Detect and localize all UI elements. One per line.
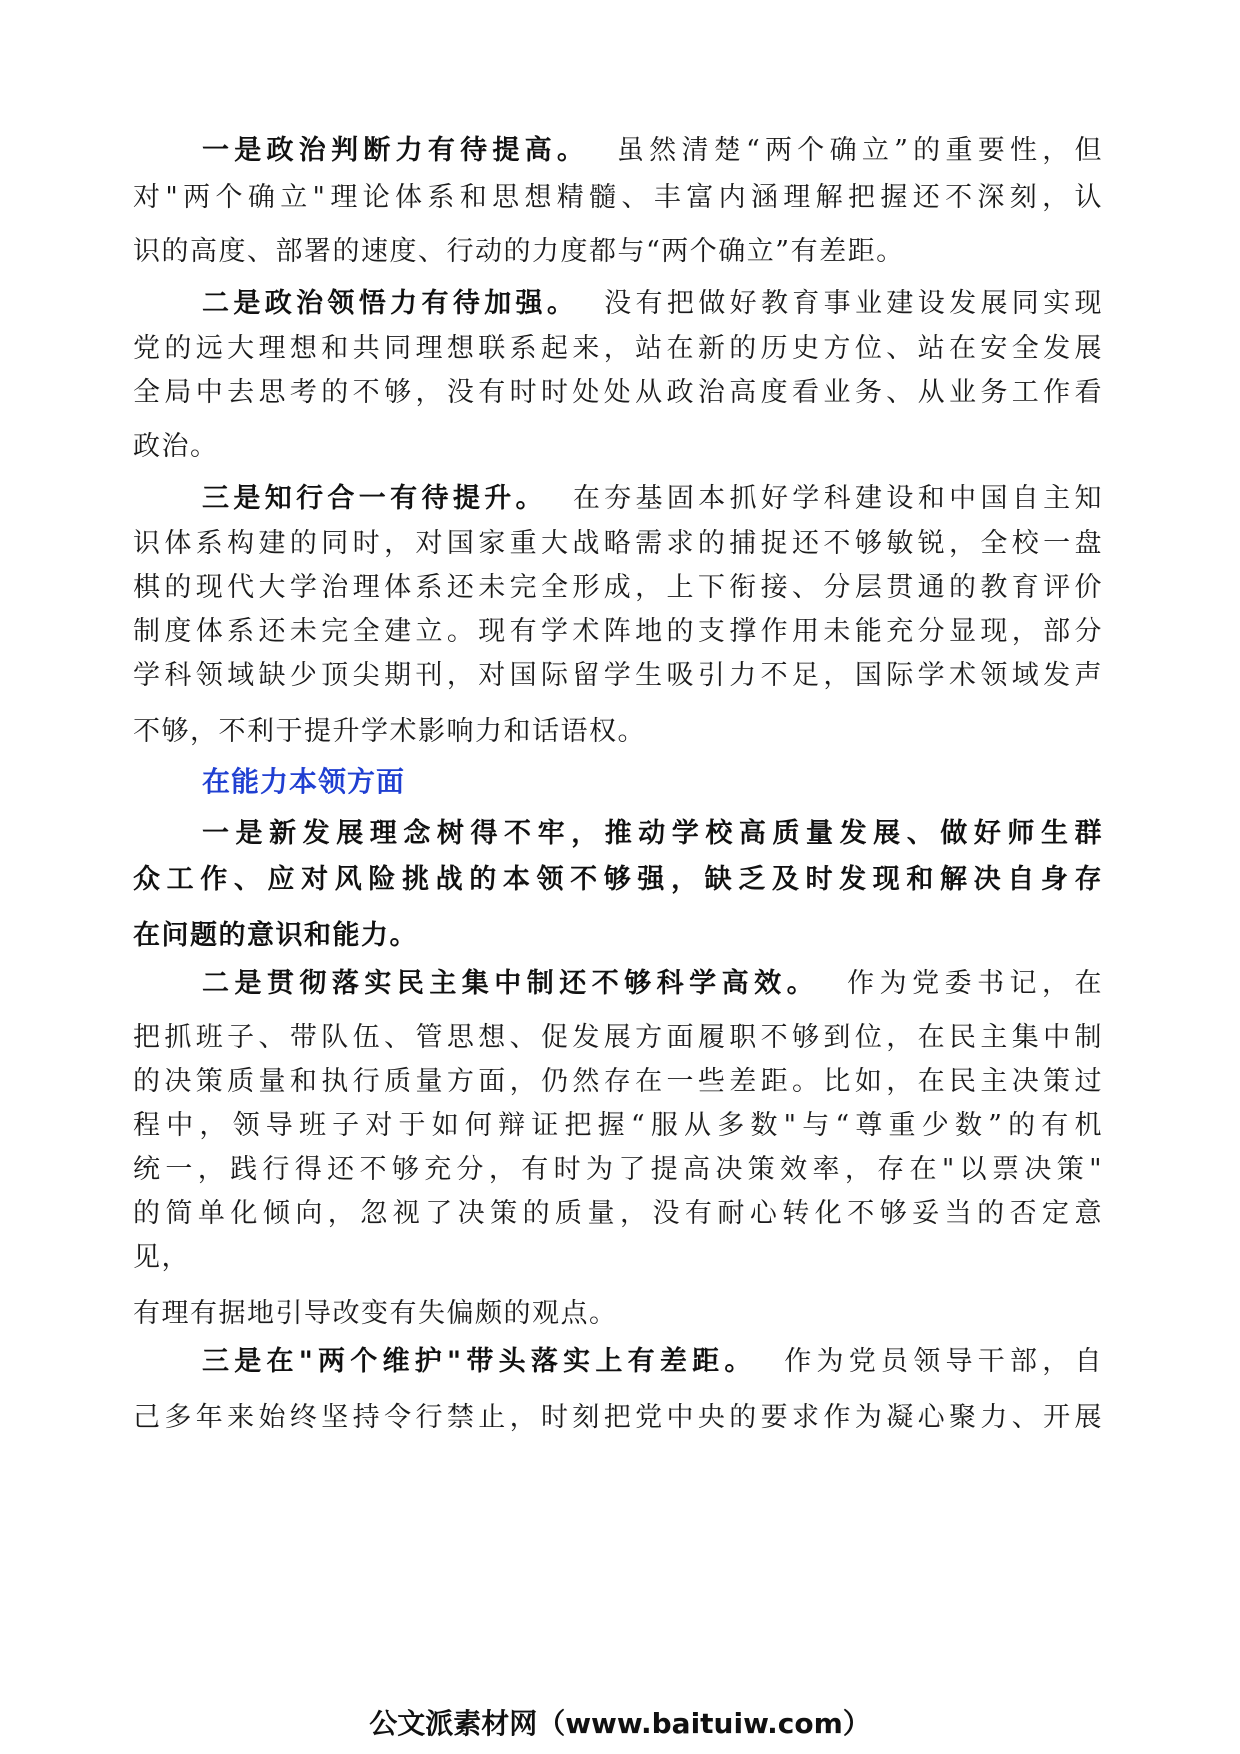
paragraph-6-text: 作为党员领导干部，自 xyxy=(784,1346,1104,1377)
paragraph-5-lead: 二是贯彻落实民主集中制还不够科学高效。 xyxy=(202,968,820,999)
footer-watermark: 公文派素材网（www.baituiw.com） xyxy=(369,1707,871,1740)
paragraph-3-line-1 xyxy=(202,479,1103,519)
paragraph-1-lead: 一是政治判断力有待提高。 xyxy=(202,135,590,166)
paragraph-1-line-3: 识的高度、部署的速度、行动的力度都与“两个确立”有差距。 xyxy=(133,236,905,267)
paragraph-3-text: 在夯基固本抓好学科建设和中国自主知 xyxy=(572,483,1104,514)
paragraph-5-line-2: 把抓班子、带队伍、管思想、促发展方面履职不够到位，在民主集中制 xyxy=(133,1022,1103,1053)
paragraph-3-line-5: 学科领域缺少顶尖期刊，对国际留学生吸引力不足，国际学术领域发声 xyxy=(133,660,1103,691)
paragraph-4-line-1: 一是新发展理念树得不牢，推动学校高质量发展、做好师生群 xyxy=(202,818,1103,849)
paragraph-2-line-3: 全局中去思考的不够，没有时时处处从政治高度看业务、从业务工作看 xyxy=(133,377,1103,408)
paragraph-4-line-2: 众工作、应对风险挑战的本领不够强，缺乏及时发现和解决自身存 xyxy=(133,864,1103,895)
paragraph-3-line-2: 识体系构建的同时，对国家重大战略需求的捕捉还不够敏锐，全校一盘 xyxy=(133,528,1103,559)
paragraph-3-line-4: 制度体系还未完全建立。现有学术阵地的支撑作用未能充分显现，部分 xyxy=(133,616,1103,647)
paragraph-1-line-2: 对"两个确立"理论体系和思想精髓、丰富内涵理解把握还不深刻，认 xyxy=(133,182,1103,213)
paragraph-2-line-1 xyxy=(202,284,1103,324)
paragraph-2-line-4: 政治。 xyxy=(133,431,219,462)
paragraph-5-line-5: 统一，践行得还不够充分，有时为了提高决策效率，存在"以票决策" xyxy=(133,1154,1103,1185)
paragraph-5-line-7: 见， xyxy=(133,1242,190,1273)
paragraph-5-text: 作为党委书记，在 xyxy=(847,968,1104,999)
paragraph-6-line-2: 己多年来始终坚持令行禁止，时刻把党中央的要求作为凝心聚力、开展 xyxy=(133,1402,1103,1433)
section-heading: 在能力本领方面 xyxy=(202,765,406,798)
paragraph-6-line-1 xyxy=(202,1342,1103,1382)
paragraph-5-line-1 xyxy=(202,964,1103,1004)
paragraph-6-lead: 三是在"两个维护"带头落实上有差距。 xyxy=(202,1346,757,1377)
paragraph-4-line-3: 在问题的意识和能力。 xyxy=(133,920,418,951)
paragraph-3-line-6: 不够，不利于提升学术影响力和话语权。 xyxy=(133,716,646,747)
paragraph-5-line-6: 的简单化倾向，忽视了决策的质量，没有耐心转化不够妥当的否定意 xyxy=(133,1198,1103,1229)
paragraph-5-line-3: 的决策质量和执行质量方面，仍然存在一些差距。比如，在民主决策过 xyxy=(133,1066,1103,1097)
paragraph-2-lead: 二是政治领悟力有待加强。 xyxy=(202,288,579,319)
paragraph-3-lead: 三是知行合一有待提升。 xyxy=(202,483,547,514)
paragraph-5-line-8: 有理有据地引导改变有失偏颇的观点。 xyxy=(133,1298,618,1329)
paragraph-2-text: 没有把做好教育事业建设发展同实现 xyxy=(604,288,1104,319)
paragraph-3-line-3: 棋的现代大学治理体系还未完全形成，上下衔接、分层贯通的教育评价 xyxy=(133,572,1103,603)
paragraph-2-line-2: 党的远大理想和共同理想联系起来，站在新的历史方位、站在安全发展 xyxy=(133,333,1103,364)
paragraph-1-text: 虽然清楚“两个确立”的重要性，但 xyxy=(616,135,1104,166)
paragraph-1-line-1 xyxy=(202,131,1103,171)
paragraph-5-line-4: 程中，领导班子对于如何辩证把握“服从多数"与“尊重少数”的有机 xyxy=(133,1110,1103,1141)
